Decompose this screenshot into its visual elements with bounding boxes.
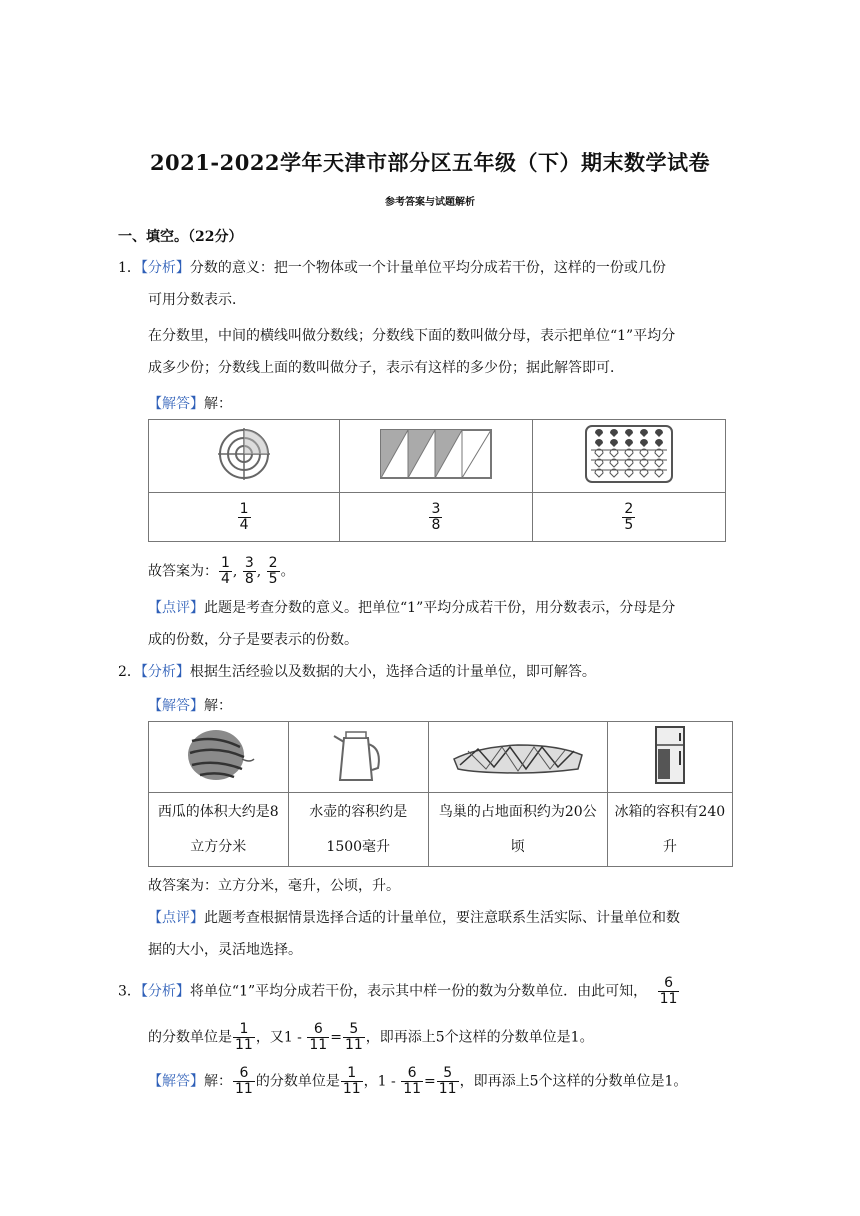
q1-analysis-line1: [118, 258, 666, 278]
analysis-text: 分数的意义：把一个物体或一个计量单位平均分成若干份，这样的一份或几份: [189, 260, 666, 276]
fraction: $\frac{3}{8}$: [431, 500, 441, 533]
fraction: $\frac{2}{5}$: [624, 500, 634, 533]
analysis-text: 根据生活经验以及数据的大小，选择合适的计量单位，即可解答。: [189, 664, 596, 680]
fraction: $\frac{1}{11}$: [235, 1021, 253, 1053]
refrigerator-image: [650, 725, 690, 785]
question-number: 1．: [118, 260, 141, 276]
analysis-text: 将单位“1”平均分成若干份，表示其中样一份的数为分数单位．由此可知，: [189, 983, 648, 1000]
shaded-triangles-image: [380, 429, 492, 479]
q1-comment-line2: 成的份数，分子是要表示的份数。: [148, 632, 358, 648]
fraction-cell: [340, 493, 532, 542]
section-heading: 一、填空。（22分）: [118, 229, 243, 245]
q1-analysis-line2: 可用分数表示．: [148, 292, 246, 308]
q2-comment-line2: 据的大小，灵活地选择。: [148, 942, 302, 958]
text: 的分数单位是: [255, 1073, 340, 1090]
q3-analysis-line1: [118, 976, 680, 1007]
watermelon-image: [178, 727, 258, 783]
q3-analysis-line2: [148, 1022, 594, 1053]
solution-text: 解：: [204, 1073, 232, 1090]
solution-text: 解：: [204, 698, 232, 714]
page-title: 2021-2022学年天津市部分区五年级（下）期末数学试卷: [149, 150, 711, 175]
fraction: $\frac{6}{11}$: [659, 975, 678, 1007]
fraction: $\frac{1}{4}$: [221, 555, 230, 587]
solution-text: 解：: [204, 396, 232, 412]
description-cell: 水壶的容积约是 1500毫升: [288, 793, 428, 867]
fraction: $\frac{6}{11}$: [309, 1021, 328, 1053]
q2-comment-line1: [148, 908, 680, 928]
q2-analysis-line: [118, 662, 596, 682]
solution-tag: 【解答】: [148, 396, 204, 412]
fraction: $\frac{2}{5}$: [268, 555, 278, 587]
question-number: 3．: [118, 983, 141, 1000]
comment-text: 此题考查根据情景选择合适的计量单位，要注意联系生活实际、计量单位和数: [204, 910, 680, 926]
text: =: [330, 1029, 342, 1046]
q2-answer-line: 故答案为：立方分米，毫升，公顷，升。: [148, 878, 400, 894]
description-cell: 西瓜的体积大约是8 立方分米: [149, 793, 289, 867]
text: =: [424, 1073, 436, 1090]
figure-cell: [340, 420, 532, 493]
figure-cell: [607, 722, 732, 793]
analysis-tag: 【分析】: [140, 260, 190, 276]
comment-tag: 【点评】: [148, 600, 204, 616]
q1-figure-table: [148, 419, 726, 542]
fraction: $\frac{5}{11}$: [438, 1065, 457, 1097]
solution-tag: 【解答】: [148, 1073, 204, 1090]
text: 的分数单位是: [148, 1029, 232, 1046]
fraction: $\frac{1}{11}$: [342, 1065, 361, 1097]
comment-tag: 【点评】: [148, 910, 204, 926]
q1-comment-line1: [148, 598, 675, 618]
fraction: $\frac{6}{11}$: [403, 1065, 422, 1097]
figure-cell: [288, 722, 428, 793]
figure-cell: [149, 420, 340, 493]
text: ，1 -: [363, 1073, 396, 1090]
q1-analysis-line4: 成多少份；分数线上面的数叫做分子，表示有这样的多少份；据此解答即可．: [148, 360, 624, 376]
analysis-tag: 【分析】: [140, 664, 190, 680]
description-cell: 鸟巢的占地面积约为20公 顷: [428, 793, 607, 867]
q2-solution-line: [148, 696, 232, 716]
figure-cell: [428, 722, 607, 793]
text: ，又1 -: [255, 1029, 302, 1046]
answer-prefix: 故答案为：: [148, 563, 218, 580]
fraction-cell: [149, 493, 340, 542]
hearts-grid-image: [585, 425, 673, 483]
q2-figure-table: [148, 721, 733, 867]
figure-cell: [149, 722, 289, 793]
fraction-cell: [532, 493, 725, 542]
text: ，即再添上5个这样的分数单位是1。: [365, 1029, 594, 1046]
fraction: $\frac{5}{11}$: [344, 1021, 363, 1053]
question-number: 2．: [118, 664, 141, 680]
solution-tag: 【解答】: [148, 698, 204, 714]
figure-cell: [532, 420, 725, 493]
q1-analysis-line3: 在分数里，中间的横线叫做分数线；分数线下面的数叫做分母，表示把单位“1”平均分: [148, 328, 676, 344]
fraction: $\frac{3}{8}$: [244, 555, 254, 587]
text: ，即再添上5个这样的分数单位是1。: [459, 1073, 688, 1090]
target-circles-image: [214, 426, 274, 482]
fraction: $\frac{6}{11}$: [235, 1065, 253, 1097]
comment-text: 此题是考查分数的意义。把单位“1”平均分成若干份，用分数表示，分母是分: [204, 600, 676, 616]
analysis-tag: 【分析】: [140, 983, 190, 1000]
q3-solution-line: [148, 1066, 687, 1097]
page-subtitle: 参考答案与试题解析: [385, 197, 475, 208]
description-cell: 冰箱的容积有240 升: [607, 793, 732, 867]
fraction: $\frac{1}{4}$: [239, 500, 249, 533]
q1-answer-line: 故答案为： $\frac{1}{4}$ , $\frac{3}{8}$ , $\frac{2}{5}$ 。: [148, 555, 295, 587]
q1-solution-line: [148, 394, 232, 414]
kettle-image: [328, 726, 388, 784]
birds-nest-stadium-image: [448, 735, 588, 775]
